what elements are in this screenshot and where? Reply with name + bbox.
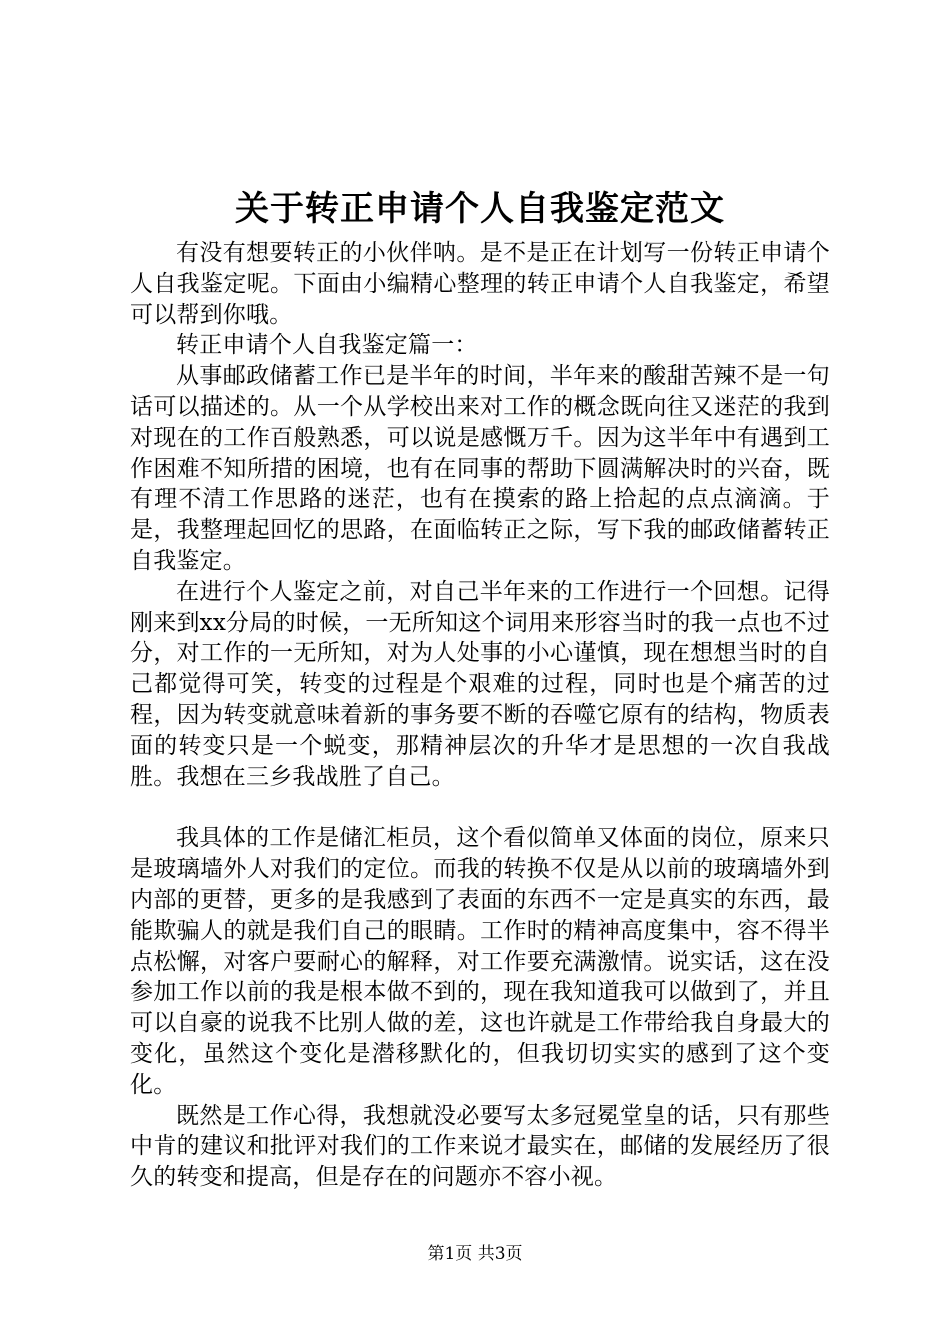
document-title: 关于转正申请个人自我鉴定范文	[235, 189, 725, 229]
paragraph-4: 既然是工作心得，我想就没必要写太多冠冕堂皇的话，只有那些中肯的建议和批评对我们的工作来说才最实在，邮储的发展经历了很久的转变和提高，但是存在的问题亦不容小视。	[130, 1102, 830, 1191]
document-page	[130, 186, 830, 1193]
page-number-footer: 第1页 共3页	[427, 1244, 523, 1264]
paragraph-1: 从事邮政储蓄工作已是半年的时间，半年来的酸甜苦辣不是一句话可以描述的。从一个从学校出来对工作的概念既向往又迷茫的我到对现在的工作百般熟悉，可以说是感慨万千。因为这半年中有遇到工作困难不知所措的困境，也有在同事的帮助下圆满解决时的兴奋，既有理不清工作思路的迷茫，也有在摸索的路上拾起的点点滴滴。于是，我整理起回忆的思路，在面临转正之际，写下我的邮政储蓄转正自我鉴定。	[130, 363, 830, 574]
paragraph-section-heading: 转正申请个人自我鉴定篇一：	[176, 332, 478, 359]
paragraph-2: 在进行个人鉴定之前，对自己半年来的工作进行一个回想。记得刚来到xx分局的时候，一无所知这个词用来形容当时的我一点也不过分，对工作的一无所知，对为人处事的小心谨慎，现在想想当时的自己都觉得可笑，转变的过程是个艰难的过程，同时也是个痛苦的过程，因为转变就意味着新的事务要不断的吞噬它原有的结构，物质表面的转变只是一个蜕变，那精神层次的升华才是思想的一次自我战胜。我想在三乡我战胜了自己。	[130, 578, 830, 790]
document-body	[130, 238, 830, 1193]
paragraph-3: 我具体的工作是储汇柜员，这个看似简单又体面的岗位，原来只是玻璃墙外人对我们的定位。而我的转换不仅是从以前的玻璃墙外到内部的更替，更多的是我感到了表面的东西不一定是真实的东西，最能欺骗人的就是我们自己的眼睛。工作时的精神高度集中，容不得半点松懈，对客户要耐心的解释，对工作要充满激情。说实话，这在没参加工作以前的我是根本做不到的，现在我知道我可以做到了，并且可以自豪的说我不比别人做的差，这也许就是工作带给我自身最大的变化，虽然这个变化是潜移默化的，但我切切实实的感到了这个变化。	[130, 825, 830, 1098]
paragraph-intro: 有没有想要转正的小伙伴呐。是不是正在计划写一份转正申请个人自我鉴定呢。下面由小编精心整理的转正申请个人自我鉴定，希望可以帮到你哦。	[130, 240, 830, 328]
